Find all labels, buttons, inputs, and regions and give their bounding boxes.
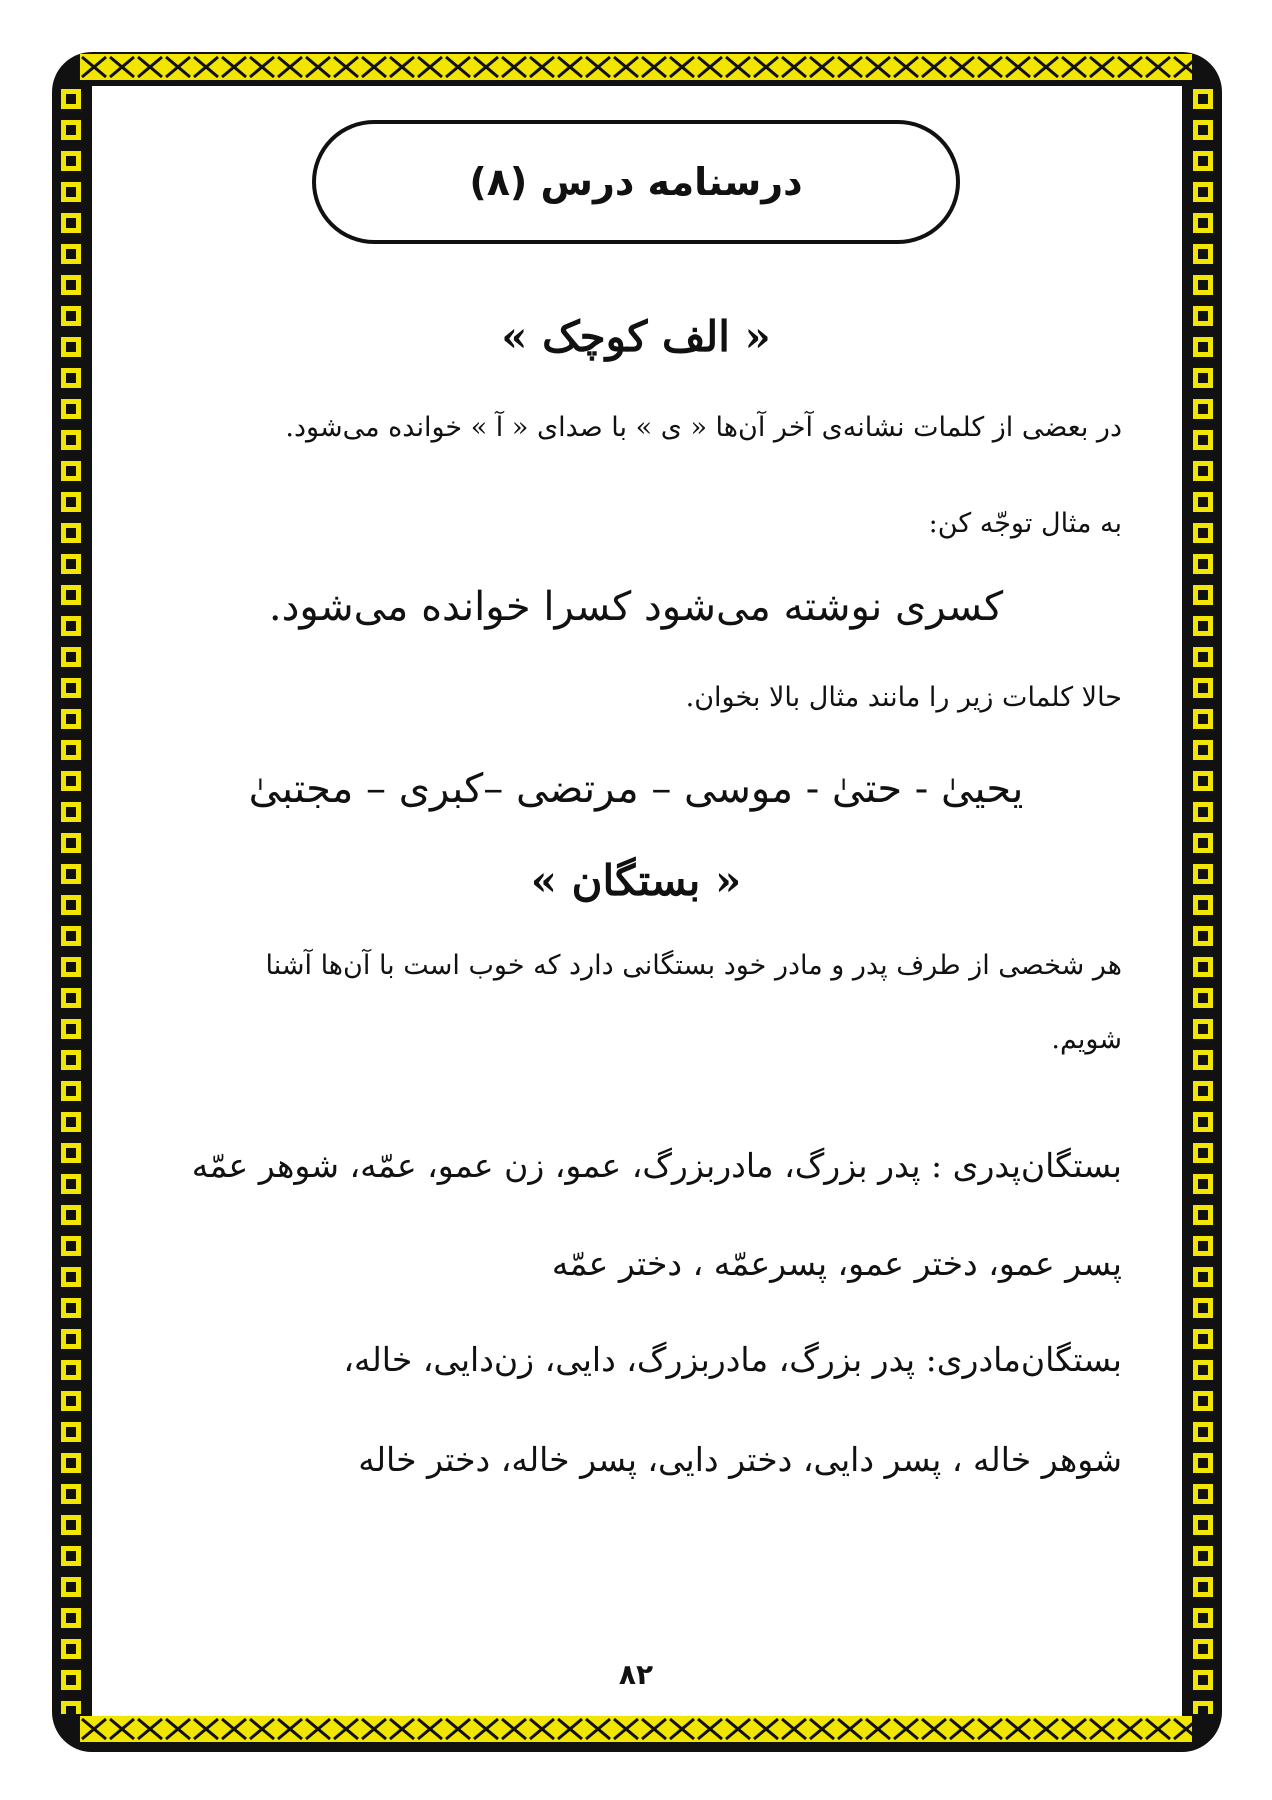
word-list: یحییٰ - حتیٰ - موسی – مرتضی –کبری – مجتبیٰ <box>248 766 1024 812</box>
lesson-title: درسنامه درس (۸) <box>469 160 803 204</box>
decorative-border-bottom <box>80 1716 1192 1742</box>
maternal-relatives-line1: بستگان‌مادری: پدر بزرگ، مادربزرگ، دایی، زن‌دایی، خاله، <box>343 1340 1122 1379</box>
section-heading-small-alef: « الف کوچک » <box>501 312 771 361</box>
example-sentence: کسری نوشته می‌شود کسرا خوانده می‌شود. <box>268 584 1004 630</box>
instruction-text: حالا کلمات زیر را مانند مثال بالا بخوان. <box>685 682 1122 713</box>
example-prompt: به مثال توجّه کن: <box>928 508 1122 539</box>
decorative-border-left <box>56 84 86 1714</box>
decorative-border-top <box>80 54 1192 80</box>
section1-intro: در بعضی از کلمات نشانه‌ی آخر آن‌ها « ی » با صدای « آ » خوانده می‌شود. <box>285 412 1122 443</box>
decorative-border-right <box>1188 84 1218 1714</box>
relatives-intro-line2: شویم. <box>1051 1024 1122 1055</box>
paternal-relatives-line2: پسر عمو، دختر عمو، پسرعمّه ، دختر عمّه <box>551 1244 1122 1283</box>
relatives-intro-line1: هر شخصی از طرف پدر و مادر خود بستگانی دارد که خوب است با آن‌ها آشنا <box>265 950 1122 981</box>
paternal-relatives-line1: بستگان‌پدری : پدر بزرگ، مادربزرگ، عمو، زن عمو، عمّه، شوهر عمّه <box>191 1146 1122 1185</box>
maternal-relatives-line2: شوهر خاله ، پسر دایی، دختر دایی، پسر خاله، دختر خاله <box>358 1440 1122 1479</box>
page-number: ۸۲ <box>618 1658 654 1691</box>
lesson-title-box <box>312 120 960 244</box>
section-heading-relatives: « بستگان » <box>530 856 742 905</box>
